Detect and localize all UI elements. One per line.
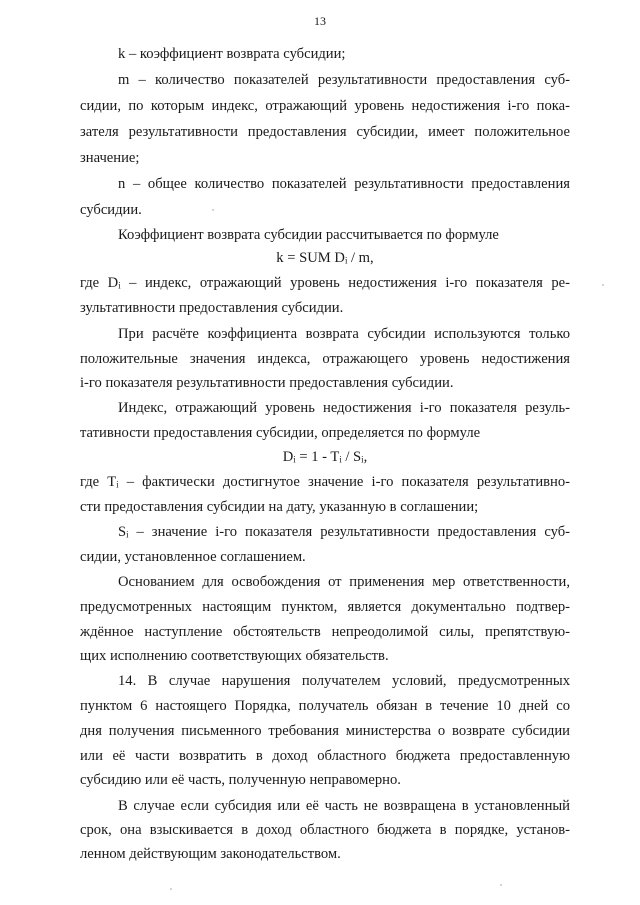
text-line: m – количество показателей результативности предоставления суб- bbox=[118, 72, 570, 88]
text-line: субсидии. bbox=[80, 202, 142, 218]
text-line: зультативности предоставления субсидии. bbox=[80, 300, 344, 316]
text-line: 14. В случае нарушения получателем условий, предусмотренных bbox=[118, 673, 570, 689]
text-line: где Dᵢ – индекс, отражающий уровень недостижения i-го показателя ре- bbox=[80, 275, 570, 291]
text-line: n – общее количество показателей результативности предоставления bbox=[118, 176, 570, 192]
text-line: тативности предоставления субсидии, определяется по формуле bbox=[80, 425, 481, 441]
text-line: k – коэффициент возврата субсидии; bbox=[118, 46, 346, 62]
text-line: дня получения письменного требования министерства о возврате субсидии bbox=[80, 723, 570, 739]
formula-k: k = SUM Dᵢ / m, bbox=[276, 250, 374, 266]
scan-speck bbox=[170, 888, 172, 890]
text-line: сти предоставления субсидии на дату, указанную в соглашении; bbox=[80, 499, 479, 515]
text-line: В случае если субсидия или её часть не возвращена в установленный bbox=[118, 798, 570, 814]
scan-speck bbox=[212, 209, 214, 211]
text-line: Основанием для освобождения от применения мер ответственности, bbox=[118, 574, 570, 590]
text-line: Sᵢ – значение i-го показателя результативности предоставления суб- bbox=[118, 524, 570, 540]
text-line: сидии, по которым индекс, отражающий уровень недостижения i-го пока- bbox=[80, 98, 570, 114]
text-line: положительные значения индекса, отражающего уровень недостижения bbox=[80, 351, 570, 367]
text-line: срок, она взыскивается в доход областного бюджета в порядке, установ- bbox=[80, 822, 570, 838]
text-line: ленном действующим законодательством. bbox=[80, 846, 341, 862]
text-line: щих исполнению соответствующих обязательств. bbox=[80, 648, 389, 664]
text-line: зателя результативности предоставления субсидии, имеет положительное bbox=[80, 124, 570, 140]
text-line: значение; bbox=[80, 150, 140, 166]
text-line: или её части возвратить в доход областного бюджета предоставленную bbox=[80, 748, 570, 764]
text-line: где Tᵢ – фактически достигнутое значение i-го показателя результативно- bbox=[80, 474, 570, 490]
text-line: ждённое наступление обстоятельств непреодолимой силы, препятствую- bbox=[80, 624, 570, 640]
text-line: i-го показателя результативности предоставления субсидии. bbox=[80, 375, 454, 391]
scan-speck bbox=[602, 284, 604, 286]
formula-d: Dᵢ = 1 - Tᵢ / Sᵢ, bbox=[282, 449, 368, 465]
text-line: субсидию или её часть, полученную неправомерно. bbox=[80, 772, 401, 788]
text-line: сидии, установленное соглашением. bbox=[80, 549, 306, 565]
scan-speck bbox=[500, 884, 502, 886]
page-number: 13 bbox=[314, 14, 326, 28]
text-line: При расчёте коэффициента возврата субсидии используются только bbox=[118, 326, 570, 342]
text-line: предусмотренных настоящим пунктом, является документально подтвер- bbox=[80, 599, 570, 615]
text-line: пунктом 6 настоящего Порядка, получатель обязан в течение 10 дней со bbox=[80, 698, 570, 714]
text-line: Индекс, отражающий уровень недостижения i-го показателя резуль- bbox=[118, 400, 570, 416]
text-line: Коэффициент возврата субсидии рассчитывается по формуле bbox=[118, 227, 499, 243]
